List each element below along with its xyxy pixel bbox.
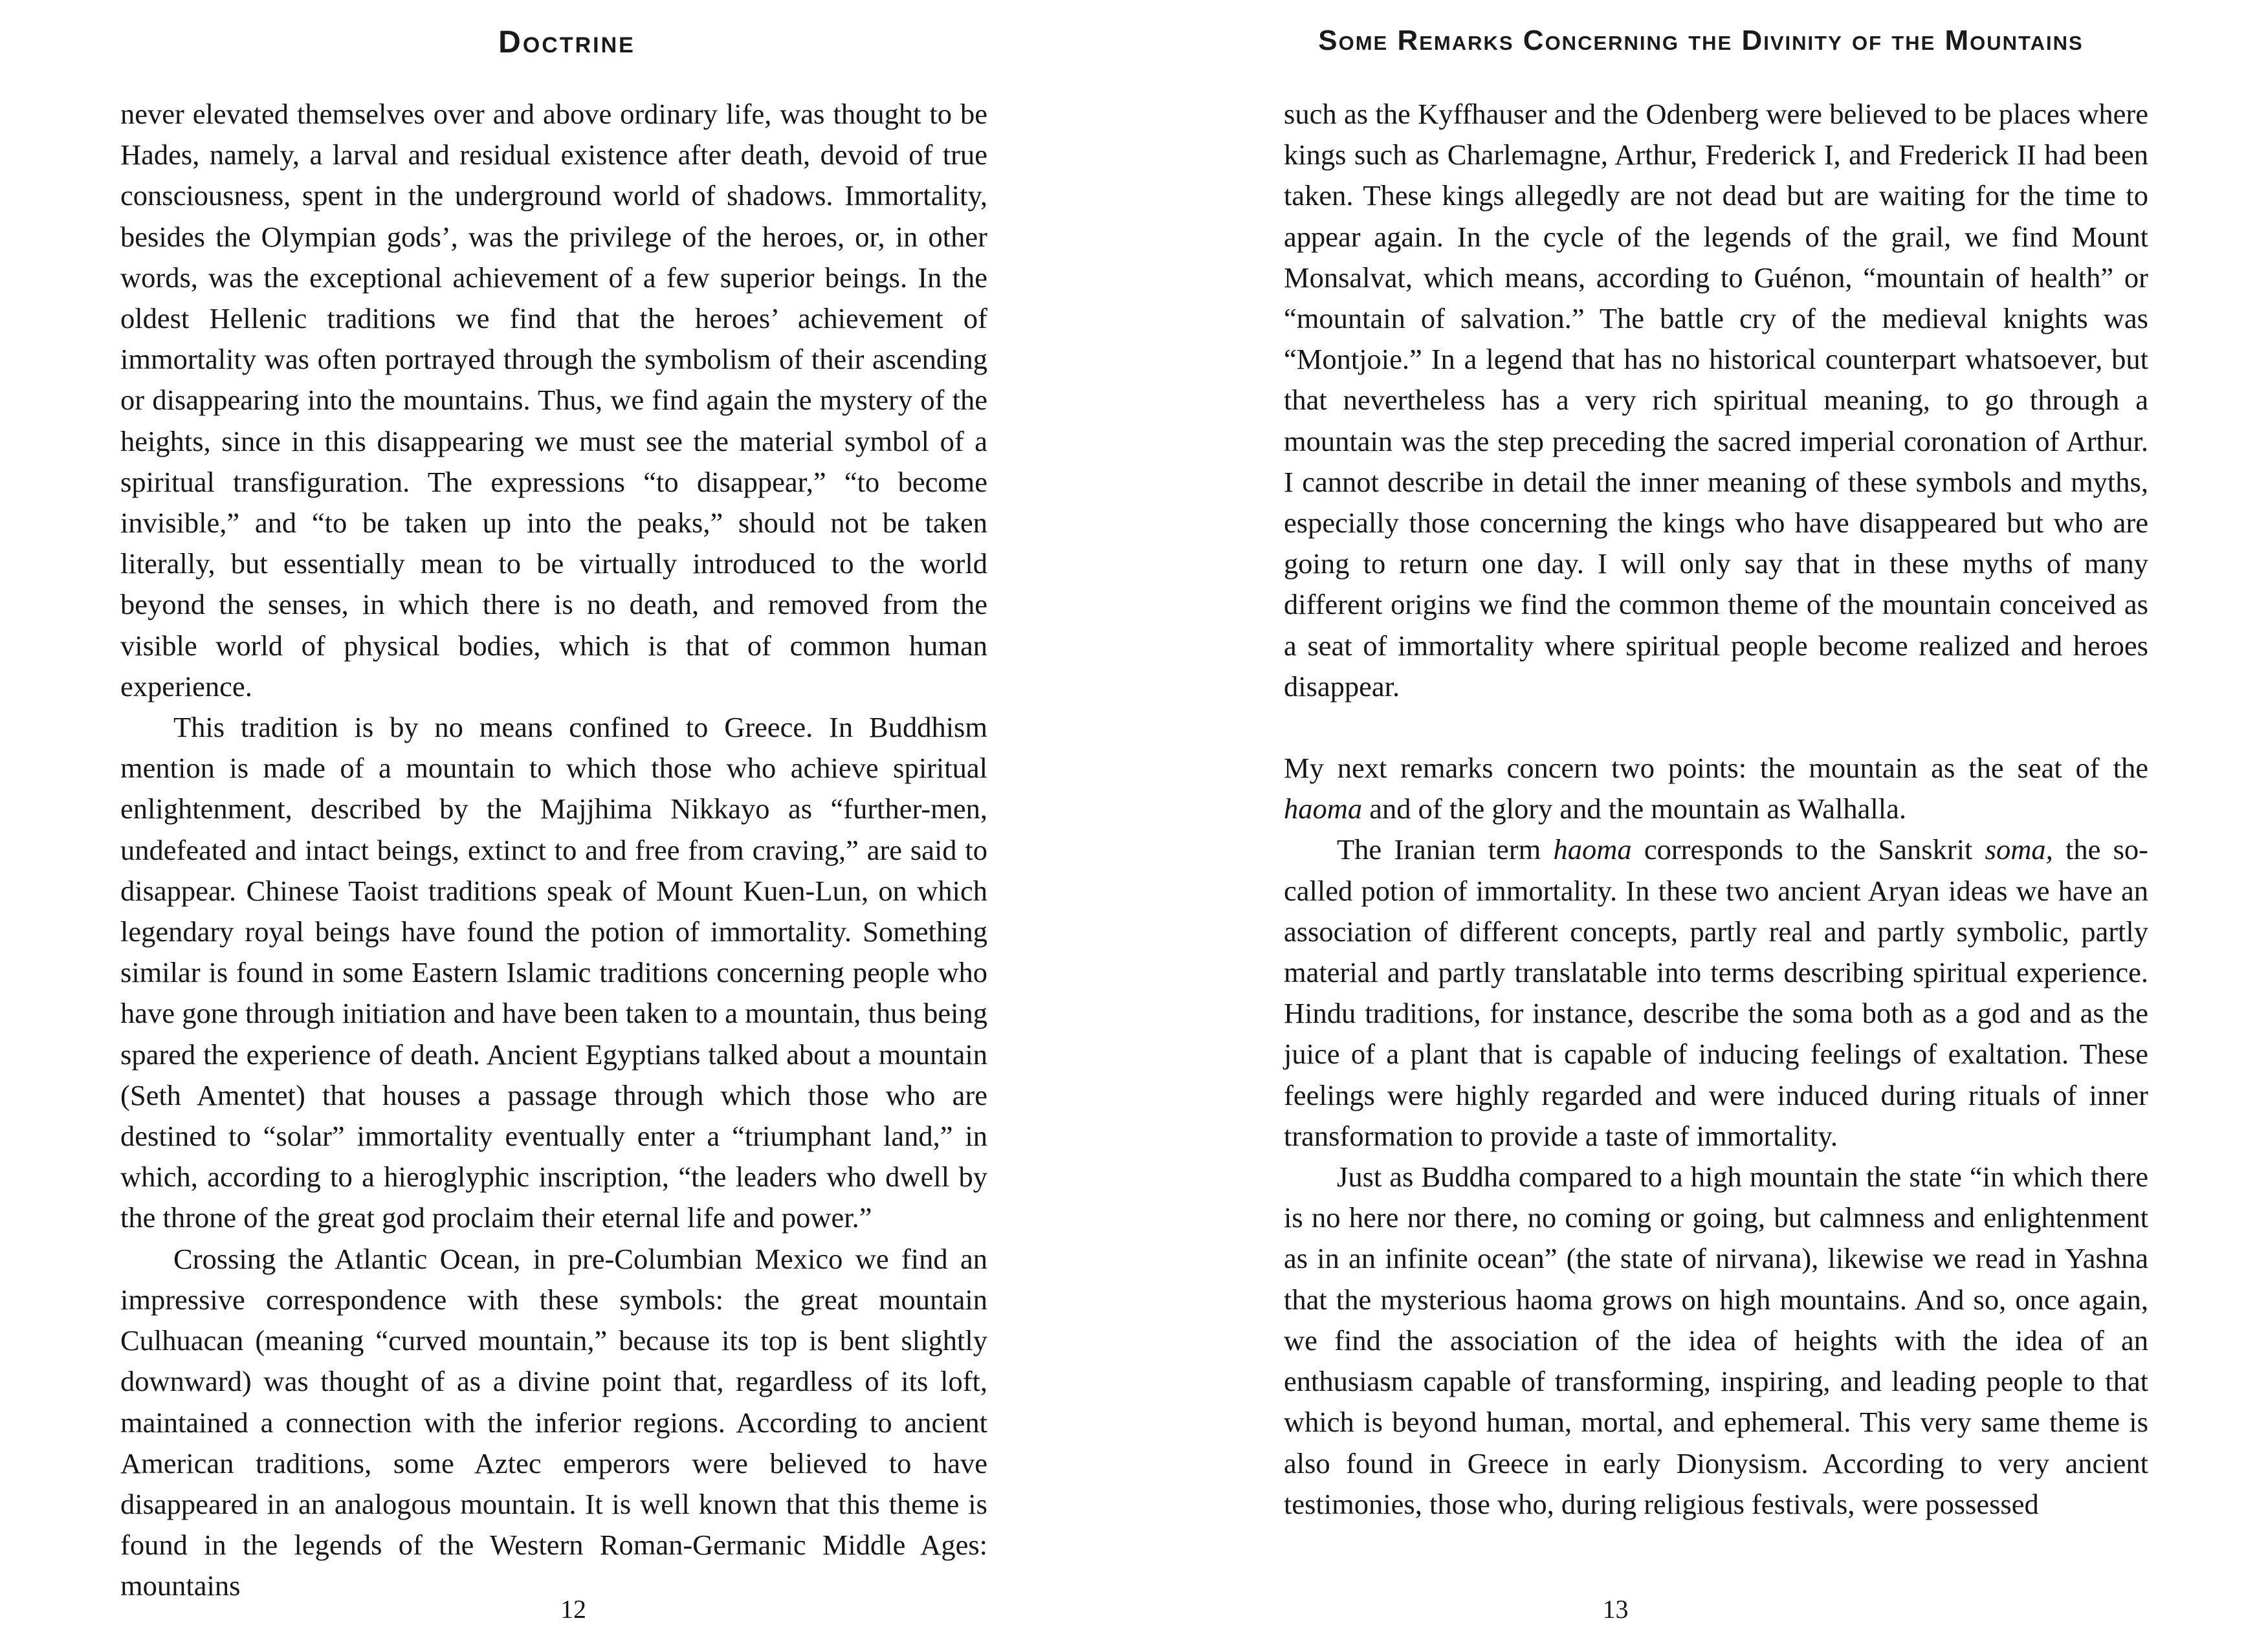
right-paragraph-4: Just as Buddha compared to a high mountain the state “in which there is no here nor there, no coming or going, but calmness and enlightenment as in an infinite ocean” (the state of nirvana), likewise we read in Yashna that the mysterious haoma grows on high mountains. And so, once again, we find the association of the idea of heights with the idea of an enthusiasm capable of transforming, inspiring, and leading people to that which is beyond human, mortal, and ephemeral. This very same theme is also found in Greece in early Dionysism. According to very ancient testimonies, those who, during religious festivals, were possessed xyxy=(1284,1161,2148,1520)
left-paragraph-3: Crossing the Atlantic Ocean, in pre-Columbian Mexico we find an impressive correspondence with these symbols: the great mountain Culhuacan (meaning “curved mountain,” because its top is bent slightly downward) was thought of as a divine point that, regardless of its loft, maintained a connection with the inferior regions. According to ancient American traditions, some Aztec emperors were believed to have disappeared in an analogous mountain. It is well known that this theme is found in the legends of the Western Roman-Germanic Middle Ages: mountains xyxy=(120,1242,987,1602)
right-paragraph-2 xyxy=(1284,748,2148,829)
right-running-head: Some Remarks Concerning the Divinity of the Mountains xyxy=(1318,25,2084,56)
p3-text-a: The Iranian term xyxy=(1337,833,1554,866)
p3-italic-soma: soma, xyxy=(1985,833,2053,866)
p3-text-b: corresponds to the Sanskrit xyxy=(1631,833,1985,866)
right-page-number: 13 xyxy=(1602,1595,1629,1624)
p2-text-a: My next remarks concern two points: the mountain as the seat of the xyxy=(1284,752,2148,785)
right-page xyxy=(1134,0,2268,1647)
right-paragraph-1: such as the Kyffhauser and the Odenberg were believed to be places where kings such as Charlemagne, Arthur, Frederick I, and Frederick II had been taken. These kings allegedly are not dead but are waiting for the time to appear again. In the cycle of the legends of the grail, we find Mount Monsalvat, which means, according to Guénon, “mountain of health” or “mountain of salvation.” The battle cry of the medieval knights was “Montjoie.” In a legend that has no historical counterpart whatsoever, but that nevertheless has a very rich spiritual meaning, to go through a mountain was the step preceding the sacred imperial coronation of Arthur. I cannot describe in detail the inner meaning of these symbols and myths, especially those concerning the kings who have disappeared but who are going to return one day. I will only say that in these myths of many different origins we find the common theme of the mountain conceived as a seat of immortality where spiritual people become realized and heroes disappear. xyxy=(1284,98,2148,703)
left-paragraph-2: This tradition is by no means confined to Greece. In Buddhism mention is made of a mountain to which those who achieve spiritual enlightenment, described by the Majjhima Nikkayo as “further-men, undefeated and intact beings, extinct to and free from craving,” are said to disappear. Chinese Taoist traditions speak of Mount Kuen-Lun, on which legendary royal beings have found the potion of immortality. Something similar is found in some Eastern Islamic traditions concerning people who have gone through initiation and have been taken to a mountain, thus being spared the experience of death. Ancient Egyptians talked about a mountain (Seth Amentet) that houses a passage through which those who are destined to “solar” immortality eventually enter a “triumphant land,” in which, according to a hieroglyphic inscription, “the leaders who dwell by the throne of the great god proclaim their eternal life and power.” xyxy=(120,711,987,1234)
p3-text-c: the so-called potion of immortality. In these two ancient Aryan ideas we have an association of different concepts, partly real and partly symbolic, partly material and partly translatable into terms describing spiritual experience. Hindu traditions, for instance, describe the soma both as a god and as the juice of a plant that is capable of inducing feelings of exaltation. These feelings were highly regarded and were induced during rituals of inner transformation to provide a taste of immortality. xyxy=(1284,833,2148,1152)
p2-italic-haoma: haoma xyxy=(1284,792,1363,825)
right-paragraph-3 xyxy=(1284,829,2148,1157)
p3-italic-haoma: haoma xyxy=(1553,833,1632,866)
right-page-body xyxy=(1284,94,2148,1525)
left-page-body xyxy=(120,94,987,1607)
p2-text-b: and of the glory and the mountain as Walhalla. xyxy=(1362,792,1907,825)
left-page-number: 12 xyxy=(560,1595,586,1624)
left-paragraph-1: never elevated themselves over and above ordinary life, was thought to be Hades, namely, a larval and residual existence after death, devoid of true consciousness, spent in the underground world of shadows. Immortality, besides the Olympian gods’, was the privilege of the heroes, or, in other words, was the exceptional achievement of a few superior beings. In the oldest Hellenic traditions we find that the heroes’ achievement of immortality was often portrayed through the symbolism of their ascending or disappearing into the mountains. Thus, we find again the mystery of the heights, since in this disappearing we must see the material symbol of a spiritual transfiguration. The expressions “to disappear,” “to become invisible,” and “to be taken up into the peaks,” should not be taken literally, but essentially mean to be virtually introduced to the world beyond the senses, in which there is no death, and removed from the visible world of physical bodies, which is that of common human experience. xyxy=(120,98,987,703)
left-running-head: Doctrine xyxy=(498,25,635,60)
